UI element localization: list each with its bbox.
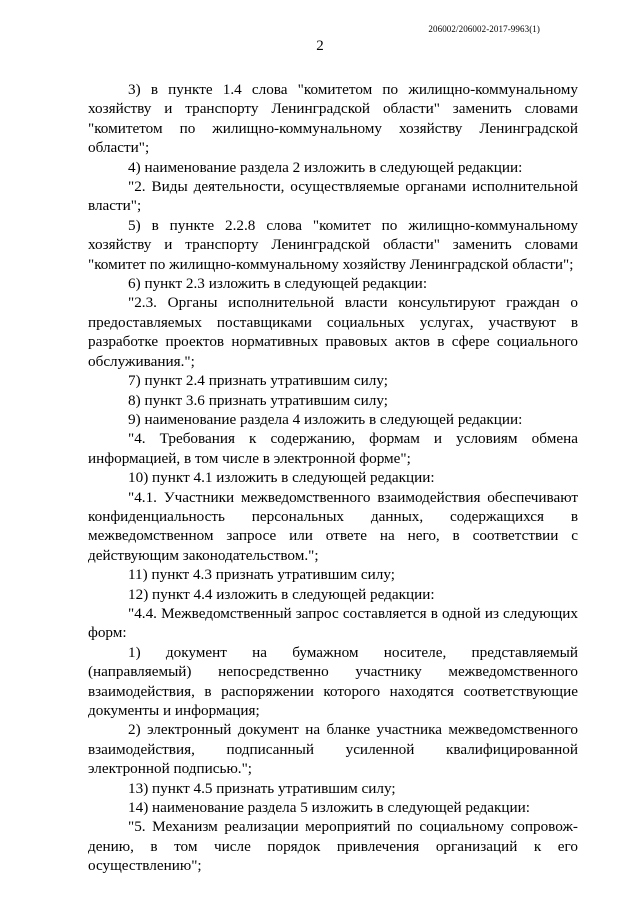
paragraph: "4. Требования к содержанию, формам и условиям обмена информацией, в том числе в электронной форме"; xyxy=(88,430,578,467)
paragraph: "5. Механизм реализации мероприятий по социальному сопровож-дению, в том числе порядок привлечения организаций к его осуществлению"; xyxy=(88,818,578,875)
paragraph: 9) наименование раздела 4 изложить в следующей редакции: xyxy=(128,410,523,428)
paragraph: "4.4. Межведомственный запрос составляется в одной из следующих форм: xyxy=(88,604,578,642)
paragraph: 8) пункт 3.6 признать утратившим силу; xyxy=(128,391,388,409)
paragraph: 3) в пункте 1.4 слова "комитетом по жилищно-коммунальному хозяйству и транспорту Ленинградской области" заменить словами "комитетом по жилищно-коммунальному хозяйству Ленинградской области"; xyxy=(88,81,578,157)
paragraph: 1) документ на бумажном носителе, представляемый (направляемый) непосредственно участнику межведомственного взаимодействия, в распоряжении которого находятся соответствующие документы и информация; xyxy=(88,643,578,719)
paragraph: 7) пункт 2.4 признать утратившим силу; xyxy=(128,372,388,390)
page-number: 2 xyxy=(316,38,324,54)
paragraph: 14) наименование раздела 5 изложить в следующей редакции: xyxy=(128,799,530,817)
paragraph: 5) в пункте 2.2.8 слова "комитет по жилищно-коммунальному хозяйству и транспорту Ленинградской области" заменить словами "комитет по жилищно-коммунальному хозяйству Ленинградской области"; xyxy=(88,216,578,273)
paragraph: 12) пункт 4.4 изложить в следующей редакции: xyxy=(128,585,435,603)
paragraph: "2.3. Органы исполнительной власти консультируют граждан о предоставляемых поставщиками социальных услугах, участвуют в разработке проектов нормативных правовых актов в сфере социального обслуживания."; xyxy=(88,294,578,370)
paragraph: 2) электронный документ на бланке участника межведомственного взаимодействия, подписанный усиленной квалифицированной электронной подписью."; xyxy=(88,721,578,778)
document-body xyxy=(88,80,578,876)
paragraph: 11) пункт 4.3 признать утратившим силу; xyxy=(128,566,395,584)
paragraph: "2. Виды деятельности, осуществляемые органами исполнительной власти"; xyxy=(88,178,578,215)
paragraph: 13) пункт 4.5 признать утратившим силу; xyxy=(128,779,396,797)
document-id: 206002/206002-2017-9963(1) xyxy=(428,24,540,34)
paragraph: "4.1. Участники межведомственного взаимодействия обеспечивают конфиденциальность персональных данных, содержащихся в межведомственном запросе или ответе на него, в соответствии с действующим законодательством."; xyxy=(88,488,578,564)
paragraph: 10) пункт 4.1 изложить в следующей редакции: xyxy=(128,469,435,487)
paragraph: 4) наименование раздела 2 изложить в следующей редакции: xyxy=(128,158,523,176)
paragraph: 6) пункт 2.3 изложить в следующей редакции: xyxy=(128,275,428,293)
